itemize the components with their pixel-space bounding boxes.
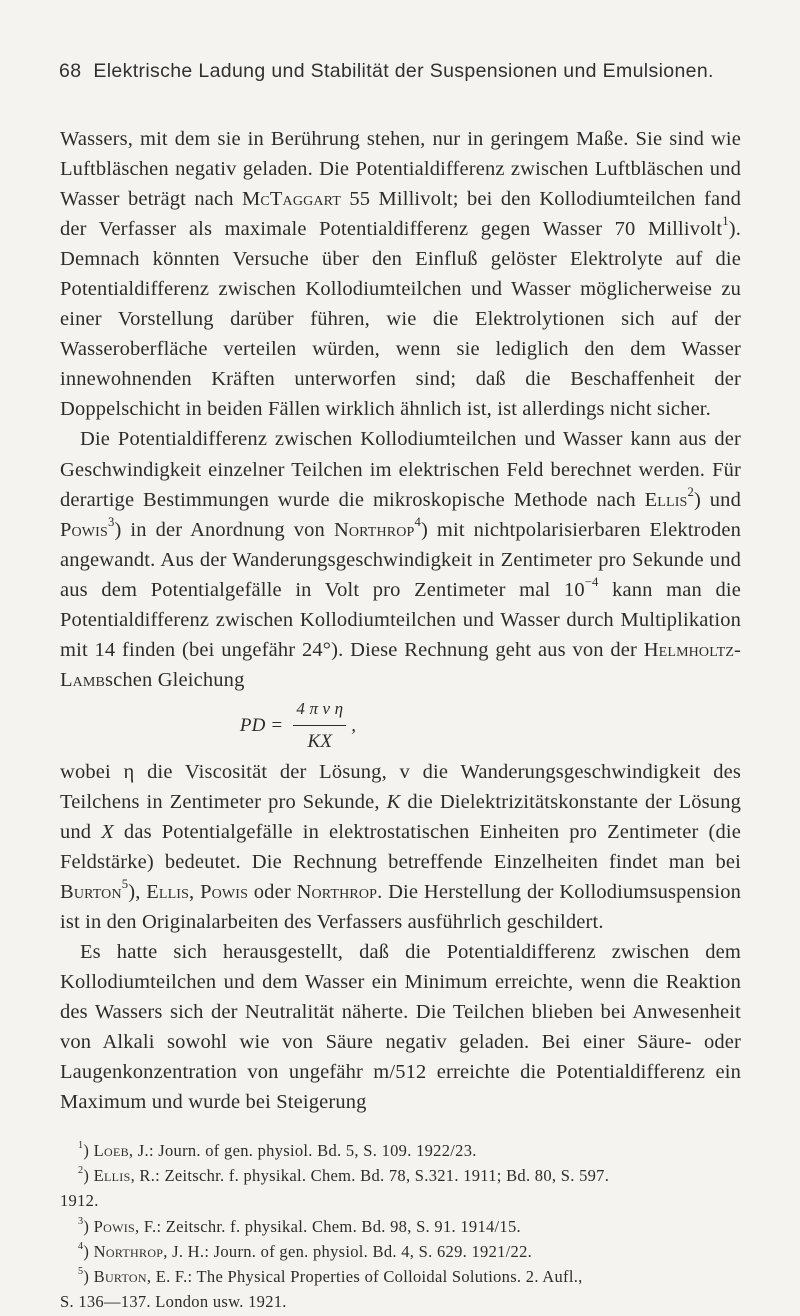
footnote-ref: 4 xyxy=(414,514,421,529)
equation xyxy=(0,695,741,757)
footnotes xyxy=(60,1138,750,1314)
author-name: Ellis xyxy=(644,488,688,511)
footnote-ref: 1 xyxy=(722,214,729,229)
author-name: Helmholtz-Lamb xyxy=(60,638,741,691)
footnote-continuation: S. 136—137. London usw. 1921. xyxy=(60,1292,287,1312)
equation-comma: , xyxy=(351,714,357,736)
fraction xyxy=(293,694,346,757)
author-names: Ellis, Powis xyxy=(146,881,249,904)
author-name: Powis xyxy=(60,518,108,541)
running-title: Elektrische Ladung und Stabilität der Suspensionen und Emulsionen. xyxy=(93,60,714,82)
footnote-ref: 5 xyxy=(121,877,129,892)
exponent: −4 xyxy=(584,574,599,589)
paragraph-3: wobei η die Viscosität der Lösung, v die Wanderungsgeschwindigkeit des Teilchens in Zentimeter pro Sekunde, K die Dielektrizitätskonstante der Lösung und X das Potentialgefälle in elektrostatischen Einheiten pro Zentimeter (die Feldstärke) bedeutet. Die Rechnung betreffende Einzelheiten findet man bei Burton$^5$), Ellis, Powis oder Northrop. Die Herstellung der Kollodiumsuspension ist in den Originalarbeiten des Verfassers ausführlich geschildert. xyxy=(60,760,741,934)
equals-sign: = xyxy=(271,714,283,736)
footnote: $^4$) Northrop, J. H.: Journ. of gen. physiol. Bd. 4, S. 629. 1921/22. xyxy=(78,1240,533,1261)
fraction-denominator: KX xyxy=(307,731,333,753)
footnote: $^5$) Burton, E. F.: The Physical Properties of Colloidal Solutions. 2. Aufl., xyxy=(78,1265,583,1287)
author-name: Burton xyxy=(60,881,122,904)
author-name: McTaggart xyxy=(242,188,341,211)
footnote: $^1$) Loeb, J.: Journ. of gen. physiol. Bd. 5, S. 109. 1922/23. xyxy=(78,1139,477,1160)
footnote: $^2$) Ellis, R.: Zeitschr. f. physikal. Chem. Bd. 78, S.321. 1911; Bd. 80, S. 597. xyxy=(78,1165,610,1186)
equation-lhs: PD xyxy=(239,714,266,736)
author-name: Northrop xyxy=(296,881,378,904)
footnote: $^3$) Powis, F.: Zeitschr. f. physikal. Chem. Bd. 98, S. 91. 1914/15. xyxy=(78,1215,521,1236)
footnote-ref: 3 xyxy=(107,514,115,529)
fraction-numerator: 4 π v η xyxy=(293,694,346,726)
main-text xyxy=(60,124,741,1117)
symbol-x: X xyxy=(101,820,114,843)
symbol-k: K xyxy=(386,790,401,813)
paragraph-4: Es hatte sich herausgestellt, daß die Potentialdifferenz zwischen dem Kollodiumteilchen und dem Wasser ein Minimum erreichte, wenn die Reaktion des Wassers sich der Neutralität näherte. Die Teilchen blieben bei Anwesenheit von Alkali sowohl wie von Säure negativ geladen. Bei einer Säure- oder Laugenkonzentration von ungefähr m/512 erreichte die Potentialdifferenz ein Maximum und wurde bei Steigerung xyxy=(60,941,741,1114)
footnote-continuation: 1912. xyxy=(60,1191,99,1211)
paragraph-1: Wassers, mit dem sie in Berührung stehen, nur in geringem Maße. Sie sind wie Luftbläschen negativ geladen. Die Potentialdifferenz zwischen Luftbläschen und Wasser beträgt nach McTaggart 55 Millivolt; bei den Kollodiumteilchen fand der Verfasser als maximale Potentialdifferenz gegen Wasser 70 Millivolt$^1$). Demnach könnten Versuche über den Einfluß gelöster Elektrolyte auf die Potentialdifferenz zwischen Kollodiumteilchen und Wasser möglicherweise zu einer Vorstellung darüber führen, wie die Elektrolytionen sich auf der Wasseroberfläche verteilen würden, wenn sie lediglich den dem Wasser innewohnenden Kräften unterworfen sind; daß die Beschaffenheit der Doppelschicht in beiden Fällen wirklich ähnlich ist, ist allerdings nicht sicher. xyxy=(60,128,741,421)
running-header xyxy=(59,60,759,83)
page-number: 68 xyxy=(59,60,82,82)
author-name: Northrop xyxy=(333,518,415,541)
footnote-ref: 2 xyxy=(687,484,694,499)
paragraph-2: Die Potentialdifferenz zwischen Kollodiumteilchen und Wasser kann aus der Geschwindigkeit einzelner Teilchen im elektrischen Feld berechnet werden. Für derartige Bestimmungen wurde die mikroskopische Methode nach Ellis$^2$) und Powis$^3$) in der Anordnung von Northrop$^4$) mit nichtpolarisierbaren Elektroden angewandt. Aus der Wanderungsgeschwindigkeit in Zentimeter pro Sekunde und aus dem Potentialgefälle in Volt pro Zentimeter mal $10^{-4}$ kann man die Potentialdifferenz zwischen Kollodiumteilchen und Wasser durch Multiplikation mit 14 finden (bei ungefähr 24°). Diese Rechnung geht aus von der Helmholtz-Lambschen Gleichung xyxy=(60,428,741,691)
